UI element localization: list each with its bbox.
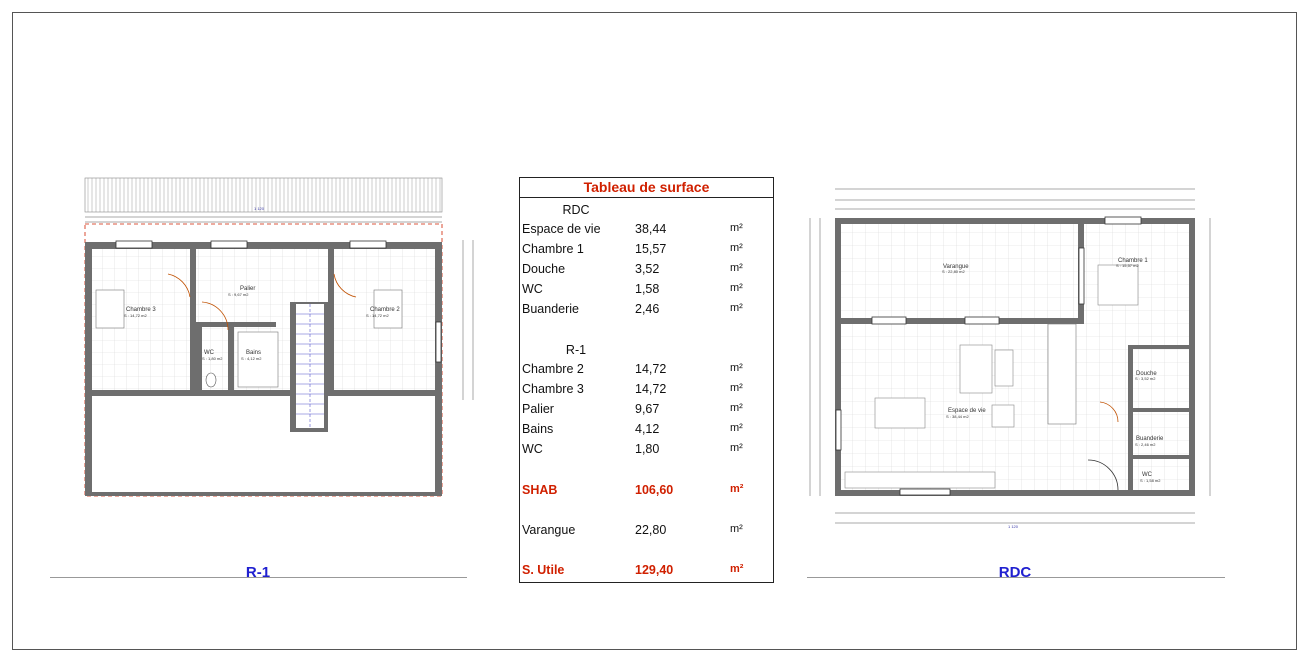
shab-label: SHAB [522,483,558,497]
room-label: WC [522,282,543,296]
table-row [520,242,773,262]
utile-value: 129,40 [635,563,674,577]
table-row [520,282,773,302]
rdc-room-name: Chambre 1 [1118,258,1148,264]
room-unit: m² [730,422,743,434]
room-label: WC [522,442,543,456]
room-label: Douche [522,262,566,276]
rdc-room-name: WC [1142,472,1152,478]
room-unit: m² [730,262,743,274]
room-label: Chambre 2 [522,362,584,376]
rdc-room-name: Espace de vie [948,408,986,414]
room-unit: m² [730,402,743,414]
section-header-r1: R-1 [565,343,587,357]
room-value: 4,12 [635,422,660,436]
table-row [520,302,773,322]
room-label: Chambre 1 [522,242,584,256]
table-row [520,382,773,402]
shab-unit: m² [730,483,744,495]
r1-room-area: S : 4,12 m2 [241,356,262,361]
room-unit: m² [730,362,743,374]
room-value: 14,72 [635,362,667,376]
surface-table [519,177,774,583]
rdc-room-area: S : 22,80 m2 [942,269,965,274]
room-value: 9,67 [635,402,660,416]
utile-label: S. Utile [522,563,565,577]
rdc-overall-dimension: 1 120 [1008,524,1019,529]
rdc-room-area: S : 2,46 m2 [1135,442,1156,447]
room-label: Palier [522,402,554,416]
shab-value: 106,60 [635,483,674,497]
table-row [520,442,773,462]
room-value: 1,58 [635,282,660,296]
varangue-row [520,523,773,543]
room-label: Bains [522,422,554,436]
room-unit: m² [730,302,743,314]
room-label: Espace de vie [522,222,601,236]
table-row [520,222,773,242]
room-value: 38,44 [635,222,667,236]
r1-room-area: S : 9,67 m2 [228,292,249,297]
table-row [520,362,773,382]
rdc-room-area: S : 1,58 m2 [1140,478,1161,483]
r1-room-name: Chambre 2 [370,307,400,313]
section-header-rdc: RDC [562,203,590,217]
r1-room-name: WC [204,350,214,356]
room-unit: m² [730,382,743,394]
rdc-room-area: S : 3,52 m2 [1135,376,1156,381]
table-row [520,402,773,422]
rdc-room-area: S : 38,44 m2 [946,414,969,419]
r1-plan-title: R-1 [245,564,271,581]
room-unit: m² [730,222,743,234]
varangue-unit: m² [730,523,743,535]
rdc-plan-title: RDC [998,564,1032,581]
surface-table-title: Tableau de surface [520,178,773,198]
varangue-value: 22,80 [635,523,667,537]
r1-floor-plan [78,172,478,502]
utile-unit: m² [730,563,744,575]
varangue-label: Varangue [522,523,576,537]
rdc-room-area: S : 15,57 m2 [1116,263,1139,268]
room-value: 3,52 [635,262,660,276]
room-unit: m² [730,442,743,454]
r1-overall-dimension: 1 120 [254,206,265,211]
rdc-room-name: Douche [1136,371,1157,377]
rdc-room-name: Varangue [943,264,969,270]
surface-utile-row [520,563,773,583]
r1-room-area: S : 14,72 m2 [366,313,389,318]
room-value: 15,57 [635,242,667,256]
room-unit: m² [730,282,743,294]
room-value: 1,80 [635,442,660,456]
r1-room-name: Chambre 3 [126,307,156,313]
table-row [520,262,773,282]
rdc-floor-plan [800,180,1225,530]
room-label: Chambre 3 [522,382,584,396]
r1-room-area: S : 14,72 m2 [124,313,147,318]
room-unit: m² [730,242,743,254]
r1-room-area: S : 1,80 m2 [202,356,223,361]
room-value: 2,46 [635,302,660,316]
room-value: 14,72 [635,382,667,396]
table-row [520,422,773,442]
room-label: Buanderie [522,302,579,316]
r1-room-name: Palier [240,286,256,292]
r1-room-name: Bains [246,350,262,356]
shab-row [520,483,773,503]
rdc-room-name: Buanderie [1136,436,1164,442]
